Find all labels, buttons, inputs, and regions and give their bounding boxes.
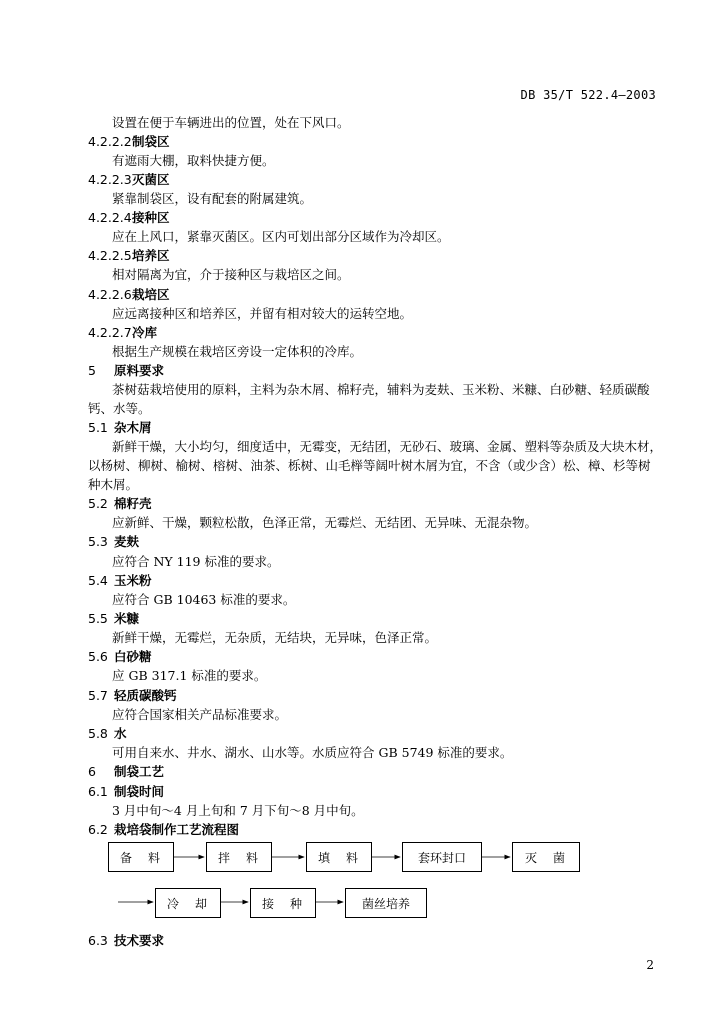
section-title: 栽培袋制作工艺流程图 [114, 822, 240, 837]
flow-step-prepare: 备 料 [108, 842, 174, 872]
section-heading [88, 246, 170, 264]
section-heading [88, 762, 164, 780]
section-title: 制袋区 [132, 134, 170, 149]
paragraph-line: 相对隔离为宜，介于接种区与栽培区之间。 [112, 267, 350, 282]
paragraph-line: 应符合 GB 10463 标准的要求。 [112, 592, 296, 607]
section-heading [88, 782, 164, 800]
paragraph-line: 有遮雨大棚，取料快捷方便。 [112, 153, 275, 168]
paragraph-line: 根据生产规模在栽培区旁设一定体积的冷库。 [112, 344, 363, 359]
section-number: 5 [88, 363, 96, 378]
section-heading [88, 820, 239, 838]
section-number: 5.3 [88, 534, 108, 549]
section-heading [88, 285, 170, 303]
page-number: 2 [646, 958, 654, 972]
section-title: 培养区 [132, 248, 170, 263]
section-number: 5.1 [88, 420, 108, 435]
paragraph-line: 茶树菇栽培使用的原料，主料为杂木屑、棉籽壳，辅料为麦麸、玉米粉、米糠、白砂糖、轻质碳酸 [112, 382, 650, 397]
flow-step-sterilize: 灭 菌 [512, 842, 580, 872]
section-heading [88, 686, 177, 704]
section-heading [88, 418, 152, 436]
section-heading [88, 609, 139, 627]
section-number: 4.2.2.3 [88, 172, 132, 187]
section-number: 5.4 [88, 573, 108, 588]
section-heading [88, 132, 170, 150]
section-number: 6 [88, 764, 96, 779]
section-heading [88, 170, 170, 188]
section-number: 4.2.2.4 [88, 210, 132, 225]
flow-step-cool: 冷 却 [155, 888, 221, 918]
section-number: 5.7 [88, 688, 108, 703]
paragraph-line: 紧靠制袋区，设有配套的附属建筑。 [112, 191, 313, 206]
section-heading [88, 361, 164, 379]
section-title: 接种区 [132, 210, 170, 225]
section-number: 5.2 [88, 496, 108, 511]
section-title: 玉米粉 [114, 573, 152, 588]
flow-step-fill: 填 料 [306, 842, 372, 872]
section-title: 制袋工艺 [114, 764, 165, 779]
paragraph-line: 应符合 NY 119 标准的要求。 [112, 554, 280, 569]
section-heading [88, 323, 157, 341]
section-title: 麦麸 [114, 534, 140, 549]
paragraph-line: 应在上风口，紧靠灭菌区。区内可划出部分区域作为冷却区。 [112, 229, 450, 244]
section-title: 米糠 [114, 611, 140, 626]
flow-step-inoculate: 接 种 [250, 888, 316, 918]
section-number: 5.6 [88, 649, 108, 664]
paragraph-line: 应远离接种区和培养区，并留有相对较大的运转空地。 [112, 306, 413, 321]
flow-step-ring-seal: 套环封口 [402, 842, 482, 872]
paragraph-line: 新鲜干燥，无霉烂，无杂质，无结块，无异味，色泽正常。 [112, 630, 438, 645]
section-number: 5.5 [88, 611, 108, 626]
section-number: 4.2.2.2 [88, 134, 132, 149]
section-title: 水 [114, 726, 127, 741]
flow-step-mix: 拌 料 [206, 842, 272, 872]
paragraph-line: 以杨树、柳树、榆树、榕树、油茶、栎树、山毛榉等阔叶树木屑为宜，不含（或少含）松、樟、杉等树 [88, 458, 651, 473]
section-heading [88, 208, 170, 226]
section-title: 冷库 [132, 325, 158, 340]
section-title: 灭菌区 [132, 172, 170, 187]
section-number: 6.2 [88, 822, 108, 837]
section-title: 栽培区 [132, 287, 170, 302]
paragraph-line: 应 GB 317.1 标准的要求。 [112, 668, 267, 683]
section-heading-6-3: 6.3 技术要求 [88, 933, 165, 948]
paragraph-line: 应新鲜、干燥，颗粒松散，色泽正常，无霉烂、无结团、无异味、无混杂物。 [112, 515, 538, 530]
section-number: 5.8 [88, 726, 108, 741]
paragraph-line: 3 月中旬～4 月上旬和 7 月下旬～8 月中旬。 [112, 803, 364, 818]
section-title: 白砂糖 [114, 649, 152, 664]
section-title: 杂木屑 [114, 420, 152, 435]
paragraph-line: 新鲜干燥，大小均匀，细度适中，无霉变，无结团，无砂石、玻璃、金属、塑料等杂质及大块木材， [112, 439, 663, 454]
section-heading [88, 647, 152, 665]
flow-step-mycelium-culture: 菌丝培养 [345, 888, 427, 918]
standard-code-header: DB 35/T 522.4—2003 [520, 88, 656, 102]
paragraph-line: 钙、水等。 [88, 401, 151, 416]
section-number: 4.2.2.5 [88, 248, 132, 263]
section-number: 4.2.2.6 [88, 287, 132, 302]
section-number: 4.2.2.7 [88, 325, 132, 340]
section-title: 原料要求 [114, 363, 165, 378]
section-heading [88, 724, 127, 742]
section-heading [88, 571, 152, 589]
section-title: 棉籽壳 [114, 496, 152, 511]
paragraph-line: 可用自来水、井水、湖水、山水等。水质应符合 GB 5749 标准的要求。 [112, 745, 513, 760]
section-number: 6.1 [88, 784, 108, 799]
paragraph-line: 设置在便于车辆进出的位置，处在下风口。 [112, 115, 350, 130]
paragraph-line: 种木屑。 [88, 477, 139, 492]
section-title: 轻质碳酸钙 [114, 688, 177, 703]
paragraph-line: 应符合国家相关产品标准要求。 [112, 707, 288, 722]
section-title: 制袋时间 [114, 784, 165, 799]
section-heading [88, 494, 152, 512]
section-heading [88, 532, 139, 550]
